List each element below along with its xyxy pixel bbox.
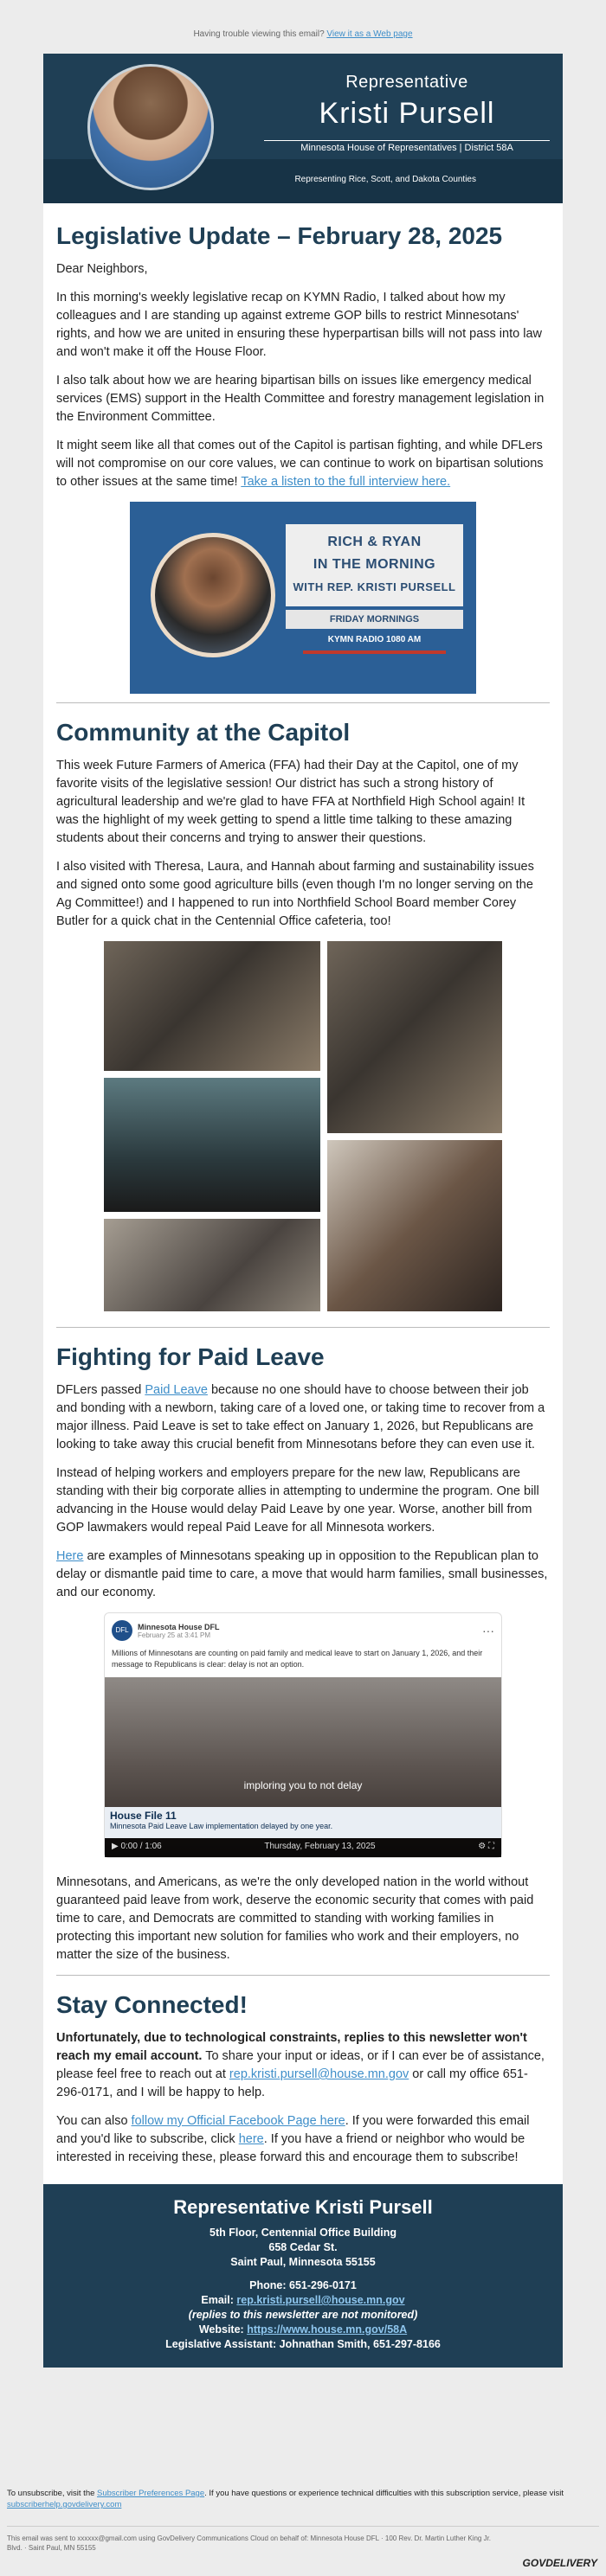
section-title-community: Community at the Capitol	[56, 719, 351, 746]
banner-station: KYMN RADIO 1080 AM	[327, 635, 422, 644]
paragraph: Instead of helping workers and employers prepare for the new law, Republicans are standing with their big corporate allies in attempting to undermine the program. One bill advancing in the House would delay Paid Leave by one year. Worse, another bill from GOP lawmakers would repeal Paid Leave for all Minnesota workers.	[56, 1466, 539, 1535]
bill-number: House File 11	[110, 1810, 177, 1822]
examples-link[interactable]: Here	[56, 1549, 84, 1563]
facebook-link[interactable]: follow my Official Facebook Page here	[131, 2114, 345, 2128]
banner-line: WITH REP. KRISTI PURSELL	[293, 580, 456, 593]
paragraph-text: To share your input or ideas, or if I can ever be of assistance, please feel free to reach out at	[56, 2049, 545, 2081]
paragraph	[56, 1381, 550, 1454]
photo-ffa-group-3	[104, 1078, 320, 1212]
district-label: Minnesota House of Representatives | District 58A	[300, 143, 513, 153]
footer-assistant: Legislative Assistant: Johnathan Smith, 651-297-8166	[165, 2338, 441, 2350]
video-frame[interactable]	[105, 1677, 501, 1857]
facebook-video-embed[interactable]	[104, 1612, 502, 1858]
video-page-name: Minnesota House DFL	[138, 1622, 220, 1631]
paragraph: In this morning's weekly legislative recap on KYMN Radio, I talked about how my colleagues and I are standing up against extreme GOP bills to restrict Minnesotans' rights, and how we are united in ensuring these hyperpartisan bills will not pass into law and won't make it off the House Floor.	[56, 291, 542, 359]
video-caption: imploring you to not delay	[243, 1779, 363, 1791]
video-time: 0:00 / 1:06	[120, 1842, 162, 1851]
paragraph-text: . If you were forwarded this email and you'd like to subscribe, click	[56, 2114, 530, 2146]
counties-label: Representing Rice, Scott, and Dakota Counties	[294, 175, 476, 184]
banner-friday: FRIDAY MORNINGS	[286, 610, 463, 629]
interview-link[interactable]: Take a listen to the full interview here.	[241, 475, 451, 489]
newsletter-container	[43, 54, 563, 2368]
footer-email-link[interactable]: rep.kristi.pursell@house.mn.gov	[236, 2294, 405, 2306]
video-timestamp: Thursday, February 13, 2025	[264, 1842, 376, 1851]
paragraph-text: It might seem like all that comes out of the Capitol is partisan fighting, and while DFLers will not compromise on our core values, we can continue to work on bipartisan solutions to other issues at the same time!	[56, 439, 544, 489]
top-note	[0, 0, 606, 51]
radio-banner-image[interactable]	[130, 502, 476, 694]
footer-website-label: Website:	[198, 2323, 244, 2336]
footer-text: . If you have questions or experience technical difficulties with this subscription service, please visit	[204, 2489, 564, 2498]
dfl-logo: DFL	[112, 1620, 132, 1641]
footer-email-label: Email:	[201, 2294, 234, 2306]
sent-notice: This email was sent to xxxxxx@gmail.com using GovDelivery Communications Cloud on behalf of: Minnesota House DFL · 100 Rev. Dr. Martin Luther King Jr. Blvd. · Saint Paul, MN 55155	[7, 2534, 492, 2552]
divider	[56, 1327, 550, 1328]
subscribe-link[interactable]: here	[238, 2132, 264, 2146]
video-post-text: Millions of Minnesotans are counting on paid family and medical leave to start on January 1, 2026, and their message to Republicans is clear: delay is not an option.	[112, 1649, 483, 1669]
video-date: February 25 at 3:41 PM	[138, 1631, 211, 1639]
divider	[56, 702, 550, 703]
paragraph-text: DFLers passed	[56, 1383, 142, 1397]
view-web-page-link[interactable]: View it as a Web page	[326, 29, 413, 39]
paragraph	[56, 1548, 550, 1602]
top-note-text: Having trouble viewing this email?	[193, 29, 325, 39]
unsubscribe-line	[7, 2488, 599, 2510]
banner-line: RICH & RYAN	[327, 535, 422, 549]
paragraph-bold: Unfortunately, due to technological constraints, replies to this newsletter won't reach my email account.	[56, 2031, 527, 2063]
representative-photo	[87, 64, 214, 190]
paragraph	[56, 2112, 550, 2167]
video-lower-third	[105, 1807, 501, 1838]
contact-footer	[43, 2184, 563, 2368]
footer-note: (replies to this newsletter are not monitored)	[188, 2309, 418, 2321]
help-link[interactable]: subscriberhelp.govdelivery.com	[7, 2500, 122, 2509]
more-options-icon[interactable]: ···	[482, 1624, 494, 1637]
subscriber-preferences-link[interactable]: Subscriber Preferences Page	[97, 2489, 205, 2498]
paragraph: I also visited with Theresa, Laura, and Hannah about farming and sustainability issues and signed onto some good agriculture bills (even though I'm no longer serving on the Ag Committee!) and I happened to run into Northfield School Board member Corey Butler for a quick chat in the Centennial Office cafeteria, too!	[56, 860, 534, 928]
divider	[7, 2526, 599, 2527]
footer-address: 5th Floor, Centennial Office Building	[210, 2227, 396, 2239]
footer-email-line	[61, 2293, 545, 2308]
banner-line: IN THE MORNING	[313, 557, 436, 572]
paragraph-text: You can also	[56, 2114, 128, 2128]
photo-ffa-group-1	[104, 941, 320, 1071]
page-title: Legislative Update – February 28, 2025	[56, 222, 503, 249]
rep-name: Kristi Pursell	[319, 97, 495, 130]
paragraph: I also talk about how we are hearing bipartisan bills on issues like emergency medical services (EMS) support in the Health Committee and forestry management legislation in the Environment Committee.	[56, 374, 545, 424]
paragraph-text: because no one should have to choose between their job and bonding with a newborn, taking care of a loved one, or taking time to recover from a major illness. Paid Leave is set to take effect on January 1, 2026, but Republicans are looking to take away this crucial benefit from Minnesotans before they can even use it.	[56, 1383, 545, 1451]
header-divider	[264, 140, 550, 141]
photo-selfie	[327, 1140, 502, 1311]
banner-portrait	[151, 533, 275, 657]
govdelivery-logo[interactable]: GOVDELIVERY	[522, 2557, 597, 2569]
divider	[56, 1975, 550, 1976]
player-controls-icons[interactable]: ⚙ ⛶	[478, 1842, 494, 1851]
paragraph-text: are examples of Minnesotans speaking up in opposition to the Republican plan to delay or dismantle paid time to care, a move that would harm families, small businesses, and our economy.	[56, 1549, 548, 1599]
play-icon[interactable]: ▶ 0:00 / 1:06	[112, 1842, 162, 1851]
footer-address: 658 Cedar St.	[268, 2241, 338, 2253]
photo-chat	[104, 1219, 320, 1311]
video-header	[105, 1613, 501, 1644]
rep-label: Representative	[345, 73, 468, 92]
bill-description: Minnesota Paid Leave Law implementation delayed by one year.	[110, 1822, 333, 1830]
footer-text: To unsubscribe, visit the	[7, 2489, 95, 2498]
email-footer	[0, 2488, 606, 2553]
section-title-paid-leave: Fighting for Paid Leave	[56, 1343, 325, 1370]
footer-address: Saint Paul, Minnesota 55155	[230, 2256, 376, 2268]
email-link[interactable]: rep.kristi.pursell@house.mn.gov	[229, 2067, 409, 2081]
paragraph: Minnesotans, and Americans, as we're the only developed nation in the world without guaranteed paid leave from work, deserve the economic security that comes with paid time to care, and Democrats are committed to standing with working families in protecting this important new solution for families who work and their employers, no matter the size of the business.	[56, 1875, 534, 1962]
header-banner	[43, 54, 563, 203]
footer-phone: Phone: 651-296-0171	[249, 2279, 357, 2291]
footer-website-line	[61, 2323, 545, 2337]
paragraph	[56, 437, 550, 491]
banner-card	[286, 524, 463, 606]
greeting: Dear Neighbors,	[56, 262, 148, 276]
paragraph-text: or call my office 651-296-0171, and I will be happy to help.	[56, 2067, 528, 2099]
paragraph	[56, 2029, 550, 2102]
video-controls[interactable]	[105, 1838, 501, 1857]
section-title-stay-connected: Stay Connected!	[56, 1991, 248, 2018]
paid-leave-link[interactable]: Paid Leave	[145, 1383, 208, 1397]
photo-grid	[104, 941, 502, 1311]
paragraph: This week Future Farmers of America (FFA) had their Day at the Capitol, one of my favorite visits of the legislative session! Our district has such a strong history of agricultural leadership and we're glad to have FFA at Northfield High School again! It was the highlight of my week getting to spend a little time talking to these amazing students about their concerns and trying to answer their questions.	[56, 759, 525, 845]
footer-title: Representative Kristi Pursell	[173, 2196, 433, 2218]
paragraph-text: . If you have a friend or neighbor who would be interested in receiving these, please forward this and encourage them to subscribe!	[56, 2132, 525, 2164]
content	[43, 203, 563, 2167]
banner-accent	[303, 650, 446, 654]
footer-website-link[interactable]: https://www.house.mn.gov/58A	[247, 2323, 408, 2336]
photo-ffa-group-2	[327, 941, 502, 1133]
